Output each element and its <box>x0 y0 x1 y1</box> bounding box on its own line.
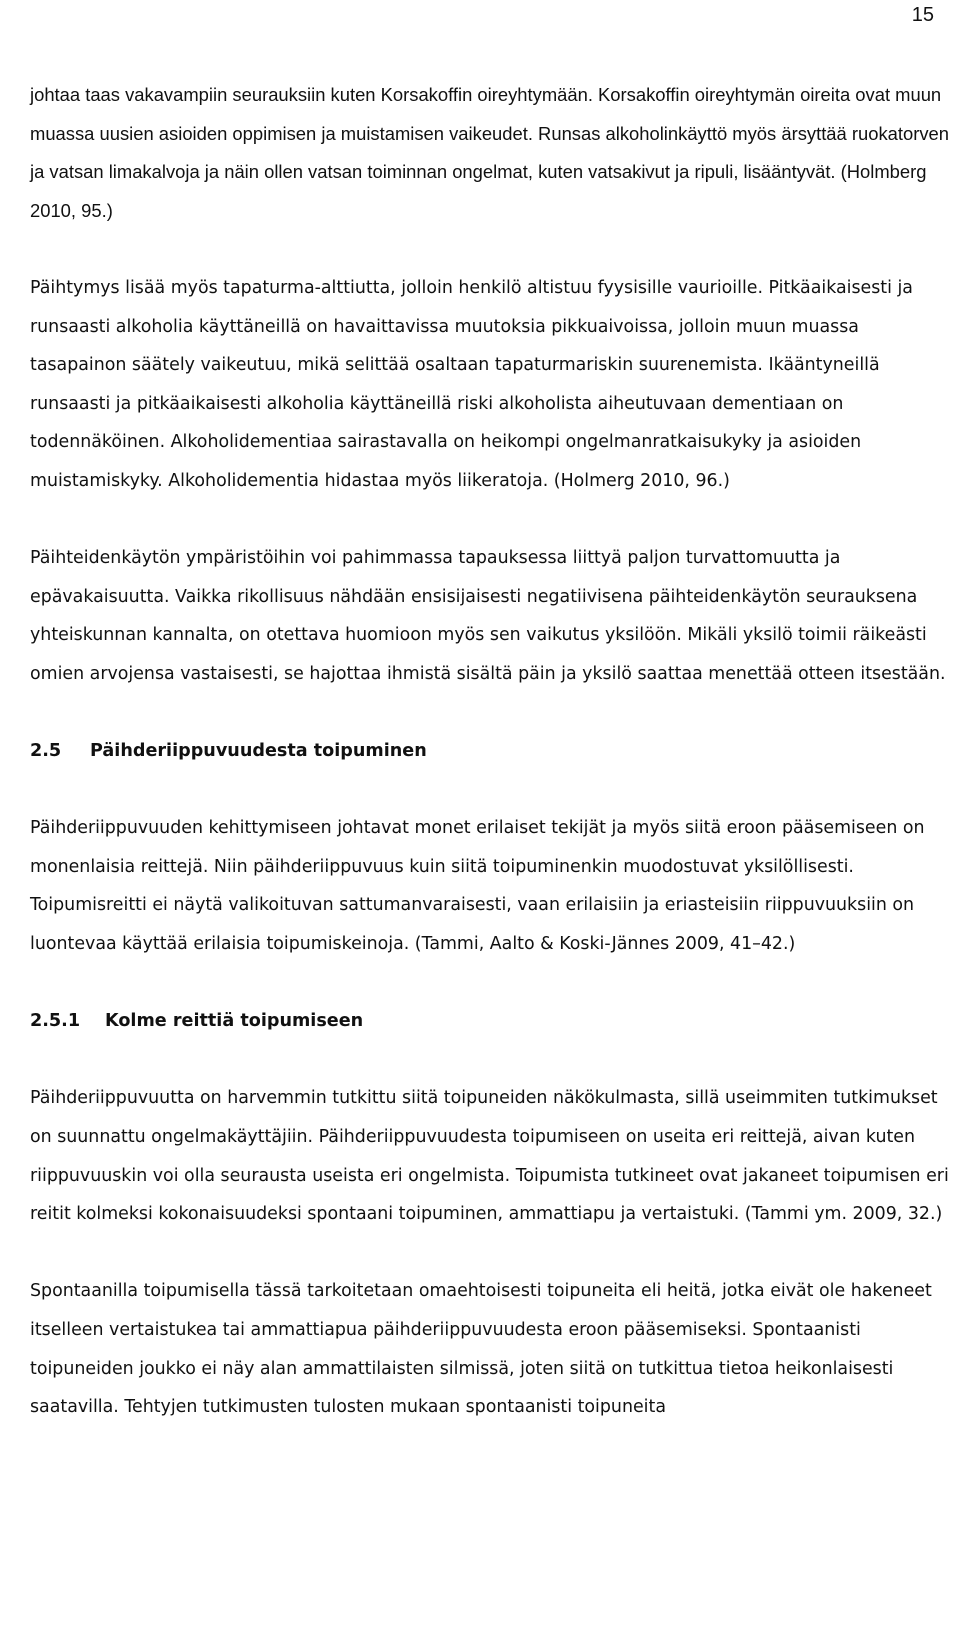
paragraph-4: Päihderiippuvuuden kehittymiseen johtavat monet erilaiset tekijät ja myös siitä eroon pääsemiseen on monenlaisia reittejä. Niin päihderiippuvuus kuin siitä toipuminenkin muodostuvat yksilöllisesti. Toipumisreitti ei näytä valikoituvan sattumanvaraisesti, vaan erilaisiin ja eriasteisiin riippuvuuksiin on luontevaa käyttää erilaisia toipumiskeinoja. (Tammi, Aalto & Koski-Jännes 2009, 41–42.) <box>30 818 925 955</box>
document-body <box>30 76 955 1427</box>
section-title: Päihderiippuvuudesta toipuminen <box>90 741 427 762</box>
page-number: 15 <box>911 4 934 26</box>
paragraph-gap <box>30 771 955 810</box>
paragraph-gap <box>30 964 955 1003</box>
paragraph-5: Päihderiippuvuutta on harvemmin tutkittu siitä toipuneiden näkökulmasta, sillä useimmiten tutkimukset on suunnattu ongelmakäyttäjiin. Päihderiippuvuudesta toipumiseen on useita eri reittejä, aivan kuten riippuvuuskin voi olla seurausta useista eri ongelmista. Toipumista tutkineet ovat jakaneet toipumisen eri reitit kolmeksi kokonaisuudeksi spontaani toipuminen, ammattiapu ja vertaistuki. (Tammi ym. 2009, 32.) <box>30 1088 949 1225</box>
paragraph-gap <box>30 1234 955 1273</box>
paragraph-3: Päihteidenkäytön ympäristöihin voi pahimmassa tapauksessa liittyä paljon turvattomuutta ja epävakaisuutta. Vaikka rikollisuus nähdään ensisijaisesti negatiivisena päihteidenkäytön seurauksena yhteiskunnan kannalta, on otettava huomioon myös sen vaikutus yksilöön. Mikäli yksilö toimii räikeästi omien arvojensa vastaisesti, se hajottaa ihmistä sisältä päin ja yksilö saattaa menettää otteen itsestään. <box>30 548 946 684</box>
section-number: 2.5 <box>30 741 62 762</box>
paragraph-gap <box>30 1041 955 1080</box>
paragraph-6: Spontaanilla toipumisella tässä tarkoitetaan omaehtoisesti toipuneita eli heitä, jotka eivät ole hakeneet itselleen vertaistukea tai ammattiapua päihderiippuvuudesta eroon pääsemiseksi. Spontaanisti toipuneiden joukko ei näy alan ammattilaisten silmissä, joten siitä on tutkittua tietoa heikonlaisesti saatavilla. Tehtyjen tutkimusten tulosten mukaan spontaanisti toipuneita <box>30 1281 932 1418</box>
paragraph-gap <box>30 694 955 733</box>
section-title: Kolme reittiä toipumiseen <box>105 1011 364 1032</box>
paragraph-gap <box>30 501 955 540</box>
paragraph-2: Päihtymys lisää myös tapaturma-alttiutta, jolloin henkilö altistuu fyysisille vaurioille. Pitkäaikaisesti ja runsaasti alkoholia käyttäneillä on havaittavissa muutoksia pikkuaivoissa, jolloin muun muassa tasapainon säätely vaikeutuu, mikä selittää osaltaan tapaturmariskin suurenemista. Ikääntyneillä runsaasti ja pitkäaikaisesti alkoholia käyttäneillä riski alkoholista aiheutuvaan dementiaan on todennäköinen. Alkoholidementiaa sairastavalla on heikompi ongelmanratkaisukyky ja asioiden muistamiskyky. Alkoholidementia hidastaa myös liikeratoja. (Holmerg 2010, 96.) <box>30 277 913 491</box>
section-number: 2.5.1 <box>30 1011 81 1032</box>
section-heading-2-5-1 <box>30 1002 955 1041</box>
paragraph-1: johtaa taas vakavampiin seurauksiin kuten Korsakoffin oireyhtymään. Korsakoffin oireyhtymän oireita ovat muun muassa uusien asioiden oppimisen ja muistamisen vaikeudet. Runsas alkoholinkäyttö myös ärsyttää ruokatorven ja vatsan limakalvoja ja näin ollen vatsan toiminnan ongelmat, kuten vatsakivut ja ripuli, lisääntyvät. (Holmberg 2010, 95.) <box>30 84 949 221</box>
section-heading-2-5 <box>30 732 955 771</box>
paragraph-gap <box>30 230 955 269</box>
